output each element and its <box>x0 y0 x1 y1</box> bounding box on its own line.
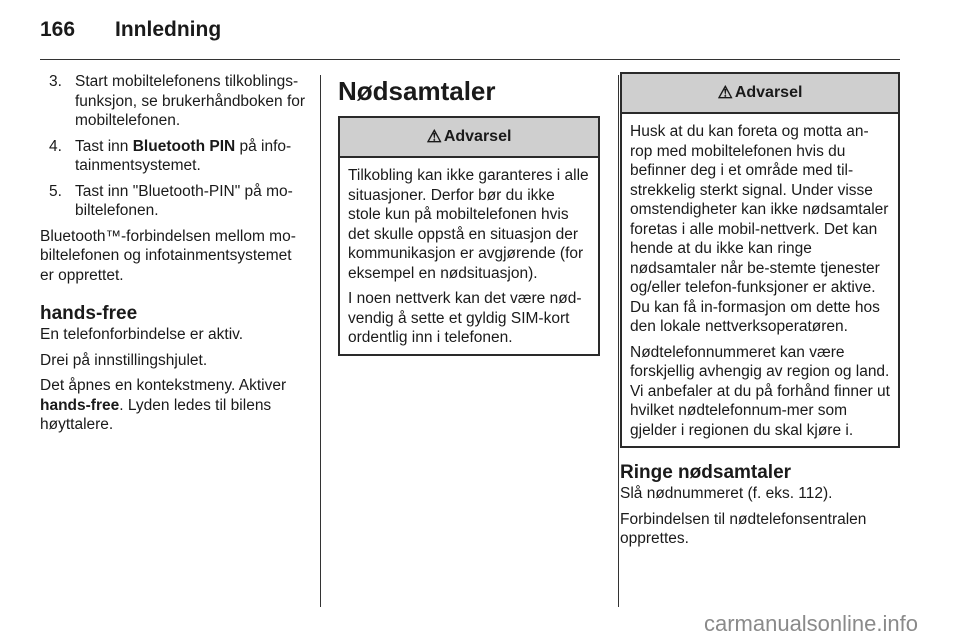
warning-body <box>622 114 898 440</box>
step-text: Start mobiltelefonens tilkoblings-funksjon, se brukerhåndboken for mobiltelefonen. <box>75 73 306 129</box>
warning-paragraph: Husk at du kan foreta og motta an-rop med mobiltelefonen hvis du befinner deg i et område med til-strekkelig sterkt signal. Under visse omstendigheter kan ikke nødsamtaler foretas i alle mobil-nettverk. Det kan hende at du ikke kan ringe nødsamtaler når be-stemte tjenester og/eller telefon-funksjoner er aktive. Du kan få in-formasjon om dette hos den lokale nettverksoperatøren. <box>630 123 889 335</box>
section-heading: Nødsamtaler <box>338 76 496 106</box>
warning-paragraph: I noen nettverk kan det være nød-vendig å sette et gyldig SIM-kort ordentlig inn i telefonen. <box>348 290 582 346</box>
column-left <box>40 72 306 441</box>
emergency-call-text: Forbindelsen til nødtelefonsentralen opprettes. <box>620 510 867 547</box>
instruction-steps <box>40 72 306 221</box>
page-number: 166 <box>40 18 76 41</box>
column-divider <box>618 75 619 607</box>
step-item <box>40 72 306 131</box>
page-title: Innledning <box>115 18 222 41</box>
warning-body <box>340 158 598 348</box>
context-menu-post: . Lyden ledes til bilens høyttalere. <box>40 396 272 433</box>
warning-title: Advarsel <box>734 84 803 102</box>
step-text-pre: Tast inn <box>75 137 133 155</box>
warning-triangle-icon: ⚠ <box>717 83 733 103</box>
step-text-bold: Bluetooth PIN <box>132 137 236 155</box>
step-text-post: på info-tainmentsystemet. <box>75 137 292 174</box>
step-number: 5. <box>49 182 62 200</box>
warning-paragraph: Tilkobling kan ikke garanteres i alle situasjoner. Derfor bør du ikke stole kun på mobiltelefonen hvis det skulle oppstå en situasjon der kommunikasjon er avgjørende (for eksempel en nødsituasjon). <box>348 167 589 282</box>
warning-header <box>340 118 598 158</box>
warning-header <box>622 74 898 114</box>
warning-triangle-icon: ⚠ <box>426 127 442 147</box>
turn-knob-text: Drei på innstillingshjulet. <box>40 351 208 369</box>
header-divider <box>40 59 900 60</box>
step-number: 3. <box>49 73 62 90</box>
warning-title: Advarsel <box>443 128 512 146</box>
column-middle <box>338 72 600 356</box>
step-item <box>40 182 306 221</box>
context-menu-pre: Det åpnes en kontekstmeny. Aktiver <box>40 377 287 394</box>
emergency-call-heading: Ringe nødsamtaler <box>620 462 792 483</box>
step-text: Tast inn "Bluetooth-PIN" på mo-biltelefonen. <box>75 182 293 219</box>
step-number: 4. <box>49 137 62 155</box>
context-menu-text <box>40 376 306 435</box>
handsfree-heading: hands-free <box>40 303 138 324</box>
emergency-call-text: Slå nødnummeret (f. eks. 112). <box>620 485 833 502</box>
column-right <box>620 72 900 555</box>
warning-paragraph: Nødtelefonnummeret kan være forskjellig avhengig av region og land. Vi anbefaler at du på forhånd finner ut hvilket nødtelefonnum-mer som gjelder i regionen du skal kjøre i. <box>630 343 890 439</box>
step-item <box>40 137 306 176</box>
handsfree-status-text: En telefonforbindelse er aktiv. <box>40 326 244 343</box>
warning-box <box>620 72 900 448</box>
context-menu-bold: hands-free <box>40 396 120 414</box>
warning-box <box>338 116 600 356</box>
watermark: carmanualsonline.info <box>703 611 918 636</box>
column-divider <box>320 75 321 607</box>
connection-established-text: Bluetooth™-forbindelsen mellom mo-biltelefonen og infotainmentsystemet er opprettet. <box>40 227 296 284</box>
